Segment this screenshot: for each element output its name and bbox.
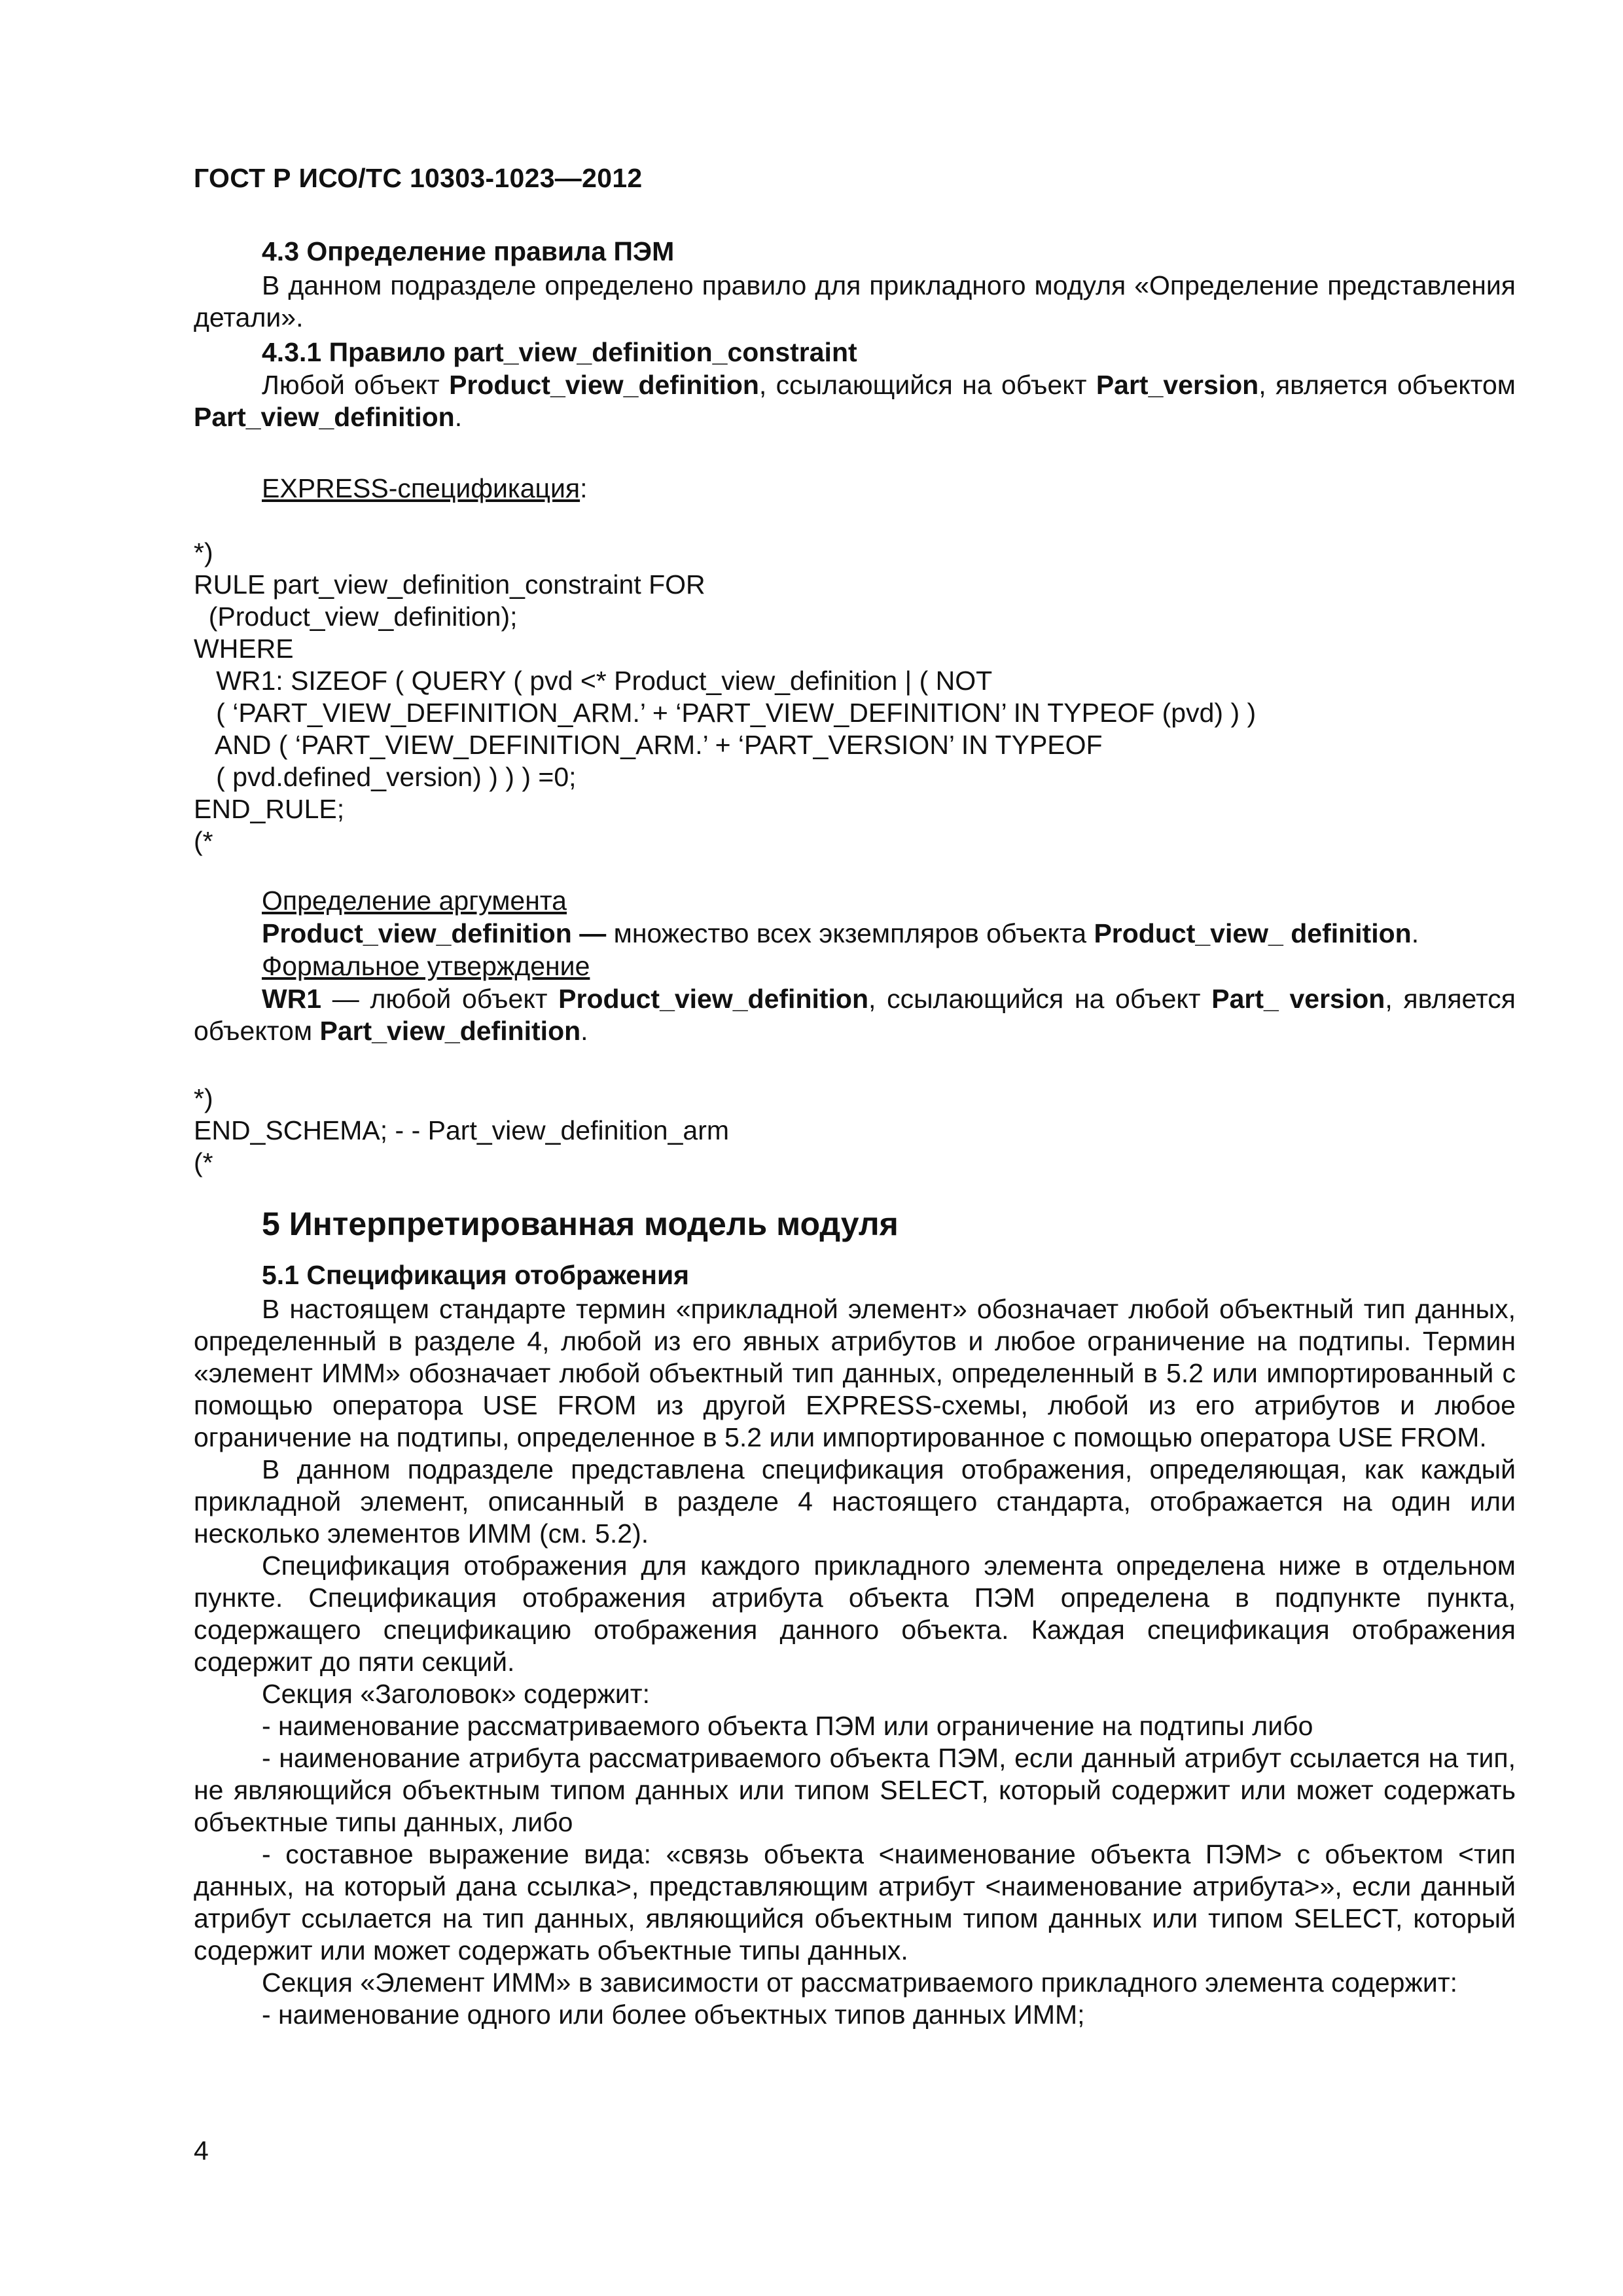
formal-statement-heading: Формальное утверждение <box>262 951 590 981</box>
code-line: (Product_view_definition); <box>194 601 518 632</box>
body-paragraph: Секция «Заголовок» содержит: <box>262 1679 650 1709</box>
page-number: 4 <box>194 2136 209 2166</box>
section-4-3-1-paragraph: Любой объект Product_view_definition, ссылающийся на объект Part_version, является объектом Part_view_definition. <box>194 370 1516 432</box>
section-5-1-title: 5.1 Спецификация отображения <box>262 1260 690 1290</box>
code-line: *) <box>194 1083 213 1113</box>
list-item: - составное выражение вида: «связь объекта <наименование объекта ПЭМ> с объектом <тип данных, на который дана ссылка>, представляющим атрибут <наименование атрибута>», если данный атрибут ссылается на тип данных, являющийся объектным типом данных или типом SELECT, который содержит или может содержать объектные типы данных. <box>194 1839 1516 1965</box>
argument-definition-text: Product_view_definition — множество всех экземпляров объекта Product_view_ definition. <box>262 918 1419 948</box>
express-spec-label: EXPRESS-спецификация: <box>262 473 588 503</box>
code-line: *) <box>194 537 213 567</box>
body-paragraph: В настоящем стандарте термин «прикладной элемент» обозначает любой объектный тип данных, определенный в разделе 4, любой из его явных атрибутов и любое ограничение на подтипы. Термин «элемент ИММ» обозначает любой объектный тип данных, определенный в 5.2 или импортированный с помощью оператора USE FROM из другой EXPRESS-схемы, любой из его атрибутов и любое ограничение на подтипы, определенное в 5.2 или импортированное с помощью оператора USE FROM. <box>194 1294 1516 1452</box>
section-4-3-title: 4.3 Определение правила ПЭМ <box>262 236 675 266</box>
body-paragraph: В данном подразделе представлена спецификация отображения, определяющая, как каждый прикладной элемент, описанный в разделе 4 настоящего стандарта, отображается на один или несколько элементов ИММ (см. 5.2). <box>194 1454 1516 1549</box>
code-line: END_SCHEMA; - - Part_view_definition_arm <box>194 1115 729 1145</box>
express-code-end-schema <box>194 1083 1516 1179</box>
list-item: - наименование атрибута рассматриваемого объекта ПЭМ, если данный атрибут ссылается на тип, не являющийся объектным типом данных или типом SELECT, который содержит или может содержать объектные типы данных, либо <box>194 1743 1516 1837</box>
argument-definition-heading: Определение аргумента <box>262 886 567 916</box>
list-item: - наименование одного или более объектных типов данных ИММ; <box>262 2000 1085 2030</box>
code-line: WR1: SIZEOF ( QUERY ( pvd <* Product_view_definition | ( NOT <box>194 666 993 696</box>
code-line: END_RULE; <box>194 794 345 824</box>
express-code-rule <box>194 537 1516 857</box>
body-paragraph: Секция «Элемент ИММ» в зависимости от рассматриваемого прикладного элемента содержит: <box>262 1967 1457 1998</box>
document-header: ГОСТ Р ИСО/ТС 10303-1023—2012 <box>194 163 643 193</box>
code-line: ( ‘PART_VIEW_DEFINITION_ARM.’ + ‘PART_VIEW_DEFINITION’ IN TYPEOF (pvd) ) ) <box>194 698 1257 728</box>
code-line: RULE part_view_definition_constraint FOR <box>194 569 705 600</box>
section-4-3-1-title: 4.3.1 Правило part_view_definition_constraint <box>262 337 857 367</box>
code-line: WHERE <box>194 634 294 664</box>
code-line: (* <box>194 826 213 856</box>
section-4-3-paragraph: В данном подразделе определено правило для прикладного модуля «Определение представления детали». <box>194 270 1516 332</box>
formal-statement-text: WR1 — любой объект Product_view_definition, ссылающийся на объект Part_ version, является объектом Part_view_definition. <box>194 984 1516 1046</box>
section-5-title: 5 Интерпретированная модель модуля <box>262 1206 899 1242</box>
code-line: AND ( ‘PART_VIEW_DEFINITION_ARM.’ + ‘PART_VERSION’ IN TYPEOF <box>194 730 1103 760</box>
code-line: (* <box>194 1147 213 1177</box>
code-line: ( pvd.defined_version) ) ) ) =0; <box>194 762 577 792</box>
section-5-1-body <box>194 1293 1516 2031</box>
body-paragraph: Спецификация отображения для каждого прикладного элемента определена ниже в отдельном пункте. Спецификация отображения атрибута объекта ПЭМ определена в подпункте пункта, содержащего спецификацию отображения данного объекта. Каждая спецификация отображения содержит до пяти секций. <box>194 1551 1516 1677</box>
list-item: - наименование рассматриваемого объекта ПЭМ или ограничение на подтипы либо <box>262 1711 1313 1741</box>
